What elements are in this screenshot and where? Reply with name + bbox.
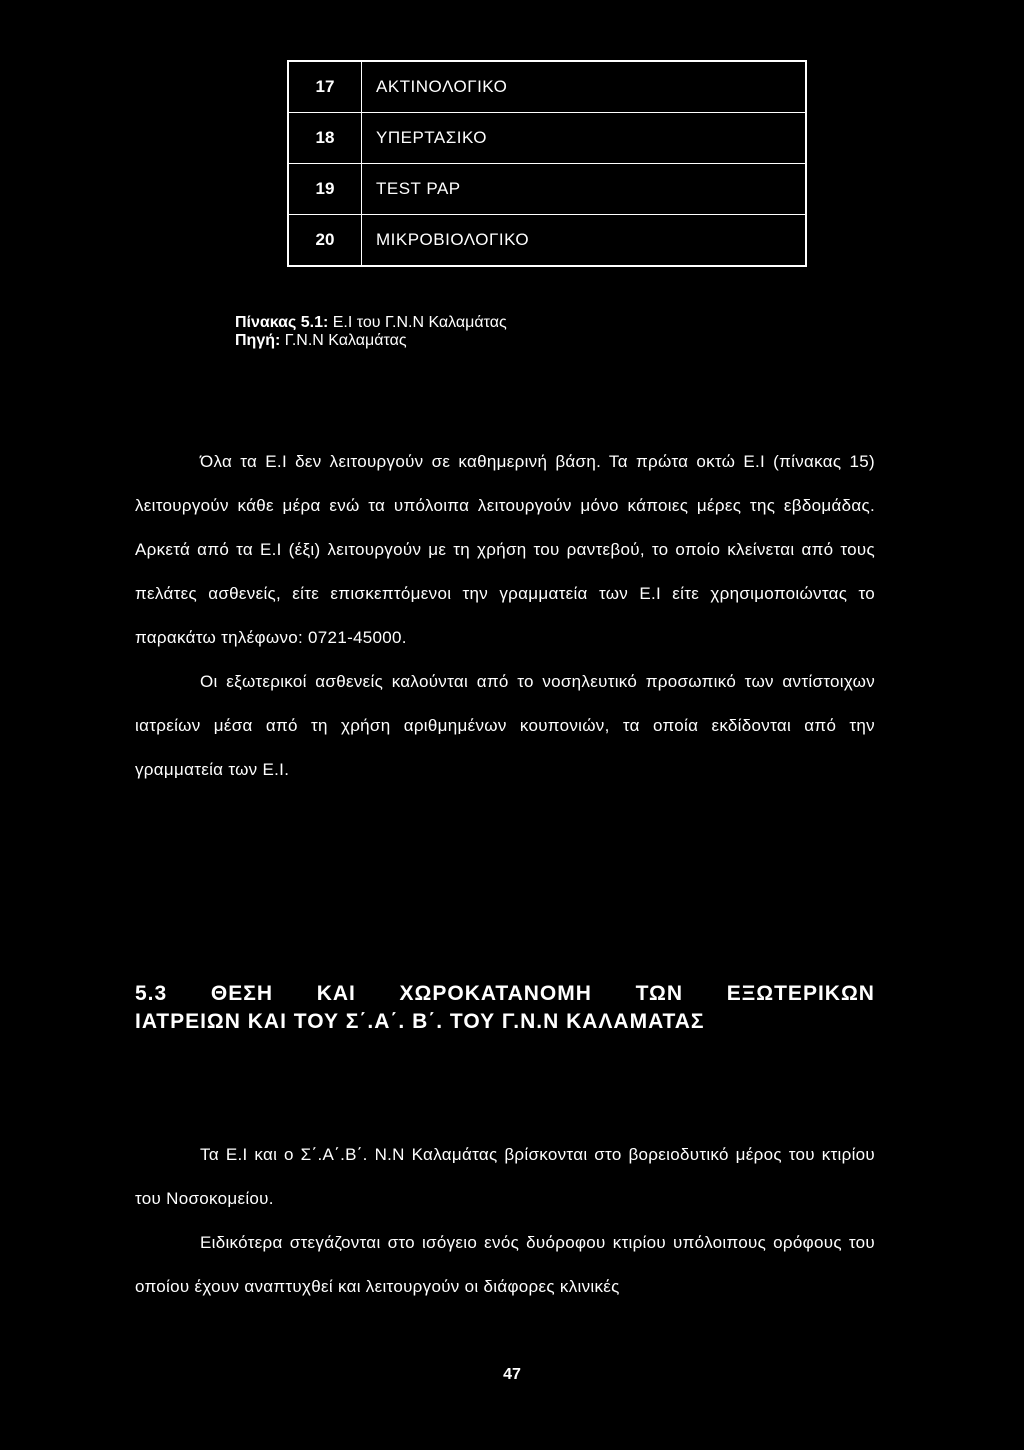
table-source-text: Γ.Ν.Ν Καλαμάτας <box>280 332 407 349</box>
section-heading-line2: ΙΑΤΡΕΙΩΝ ΚΑΙ ΤΟΥ Σ΄.Α΄. Β΄. ΤΟΥ Γ.Ν.Ν ΚΑΛΑΜΑΤΑΣ <box>135 1010 705 1033</box>
paragraph: Όλα τα Ε.Ι δεν λειτουργούν σε καθημερινή βάση. Τα πρώτα οκτώ Ε.Ι (πίνακας 15) λειτουργούν κάθε μέρα ενώ τα υπόλοιπα λειτουργούν μόνο κάποιες μέρες της εβδομάδας. Αρκετά από τα Ε.Ι (έξι) λειτουργούν με τη χρήση του ραντεβού, το οποίο κλείνεται από τους πελάτες ασθενείς, είτε επισκεπτόμενοι την γραμματεία των Ε.Ι είτε χρησιμοποιώντας το παρακάτω τηλέφωνο: 0721-45000. <box>135 452 875 647</box>
table-row <box>288 164 806 215</box>
paragraph: Τα Ε.Ι και ο Σ΄.Α΄.Β΄. Ν.Ν Καλαμάτας βρίσκονται στο βορειοδυτικό μέρος του κτιρίου του Νοσοκομείου. <box>135 1145 875 1208</box>
table-source-label: Πηγή: <box>235 332 281 349</box>
row-clinic-name: ΜΙΚΡΟΒΙΟΛΟΓΙΚΟ <box>362 215 807 267</box>
row-clinic-name: ΥΠΕΡΤΑΣΙΚΟ <box>362 113 807 164</box>
heading-word: 5.3 <box>135 982 168 1005</box>
row-clinic-name: TEST PAP <box>362 164 807 215</box>
table-caption-label: Πίνακας 5.1: <box>235 314 329 331</box>
row-number: 20 <box>288 215 362 267</box>
heading-word: ΕΞΩΤΕΡΙΚΩΝ <box>726 982 875 1005</box>
section-heading <box>135 980 875 1036</box>
table-row <box>288 215 806 267</box>
table-caption <box>235 314 507 332</box>
section-body <box>135 1133 875 1309</box>
paragraph: Οι εξωτερικοί ασθενείς καλούνται από το νοσηλευτικό προσωπικό των αντίστοιχων ιατρείων μέσα από τη χρήση αριθμημένων κουπονιών, τα οποία εκδίδονται από την γραμματεία των Ε.Ι. <box>135 672 875 779</box>
row-clinic-name: ΑΚΤΙΝΟΛΟΓΙΚΟ <box>362 61 807 113</box>
section-body <box>135 440 875 792</box>
row-number: 19 <box>288 164 362 215</box>
heading-word: ΘΕΣΗ <box>210 982 273 1005</box>
clinics-table <box>287 60 807 267</box>
heading-word: ΤΩΝ <box>635 982 684 1005</box>
paragraph: Ειδικότερα στεγάζονται στο ισόγειο ενός δυόροφου κτιρίου υπόλοιπους ορόφους του οποίου έχουν αναπτυχθεί και λειτουργούν οι διάφορες κλινικές <box>135 1233 875 1296</box>
page-number: 47 <box>503 1366 521 1383</box>
heading-word: ΚΑΙ <box>316 982 356 1005</box>
section-heading-line1 <box>135 980 875 1008</box>
table-caption-text: Ε.Ι του Γ.Ν.Ν Καλαμάτας <box>328 314 507 331</box>
table-source <box>235 332 407 350</box>
table-row <box>288 61 806 113</box>
row-number: 17 <box>288 61 362 113</box>
table-row <box>288 113 806 164</box>
heading-word: ΧΩΡΟΚΑΤΑΝΟΜΗ <box>399 982 592 1005</box>
row-number: 18 <box>288 113 362 164</box>
